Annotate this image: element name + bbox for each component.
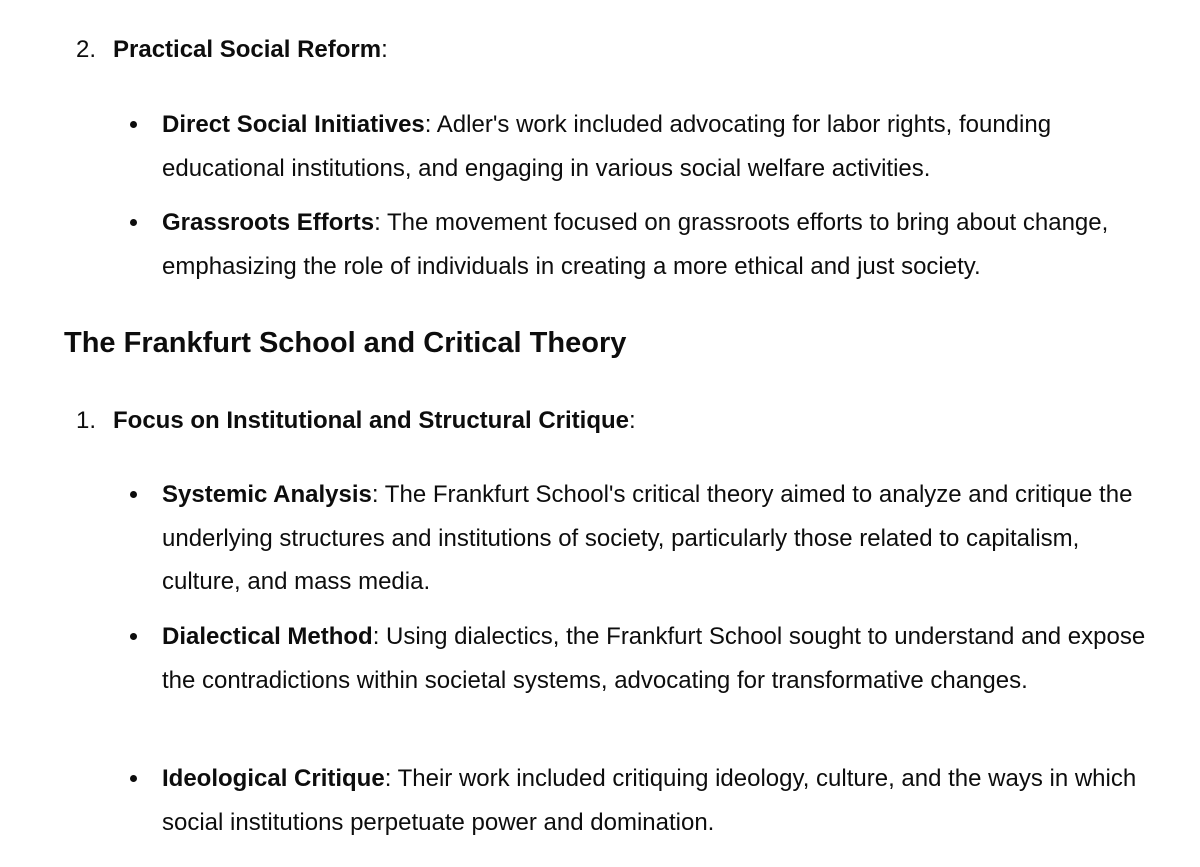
bullet-dot <box>130 121 137 128</box>
section-heading-frankfurt-school: The Frankfurt School and Critical Theory <box>64 327 627 359</box>
bullet-dot <box>130 491 137 498</box>
bullet-text: : The Frankfurt School's critical theory aimed to analyze and critique the underlying structures and institutions of society, particularly those related to capitalism, culture, and mass media. <box>162 481 1133 595</box>
bullet-text: : Using dialectics, the Frankfurt School sought to understand and expose the contradictions within societal systems, advocating for transformative changes. <box>162 623 1146 694</box>
bullet-text: : The movement focused on grassroots efforts to bring about change, emphasizing the role of individuals in creating a more ethical and just society. <box>162 209 1109 280</box>
bullet-dot <box>130 219 137 226</box>
list-number: 2. <box>76 36 97 63</box>
list-item-practical-social-reform <box>76 34 388 66</box>
list-item-suffix: : <box>629 407 636 434</box>
list-item-suffix: : <box>381 36 388 63</box>
list-number: 1. <box>76 407 97 434</box>
bullet-grassroots-efforts <box>162 201 1162 288</box>
bullet-term: Grassroots Efforts <box>162 209 375 236</box>
bullet-dot <box>130 775 137 782</box>
bullet-direct-social-initiatives <box>162 103 1162 190</box>
bullet-term: Systemic Analysis <box>162 481 372 508</box>
list-item-title: Practical Social Reform <box>113 36 382 63</box>
bullet-dialectical-method <box>162 615 1162 702</box>
bullet-text: : Their work included critiquing ideology, culture, and the ways in which social institutions perpetuate power and domination. <box>162 765 1137 836</box>
bullet-text: : Adler's work included advocating for labor rights, founding educational institutions, and engaging in various social welfare activities. <box>162 111 1052 182</box>
list-item-institutional-critique <box>76 405 636 437</box>
list-item-title: Focus on Institutional and Structural Critique <box>113 407 630 434</box>
bullet-term: Dialectical Method <box>162 623 373 650</box>
bullet-ideological-critique <box>162 757 1162 844</box>
bullet-term: Direct Social Initiatives <box>162 111 425 138</box>
bullet-systemic-analysis <box>162 473 1162 604</box>
bullet-term: Ideological Critique <box>162 765 385 792</box>
bullet-dot <box>130 633 137 640</box>
